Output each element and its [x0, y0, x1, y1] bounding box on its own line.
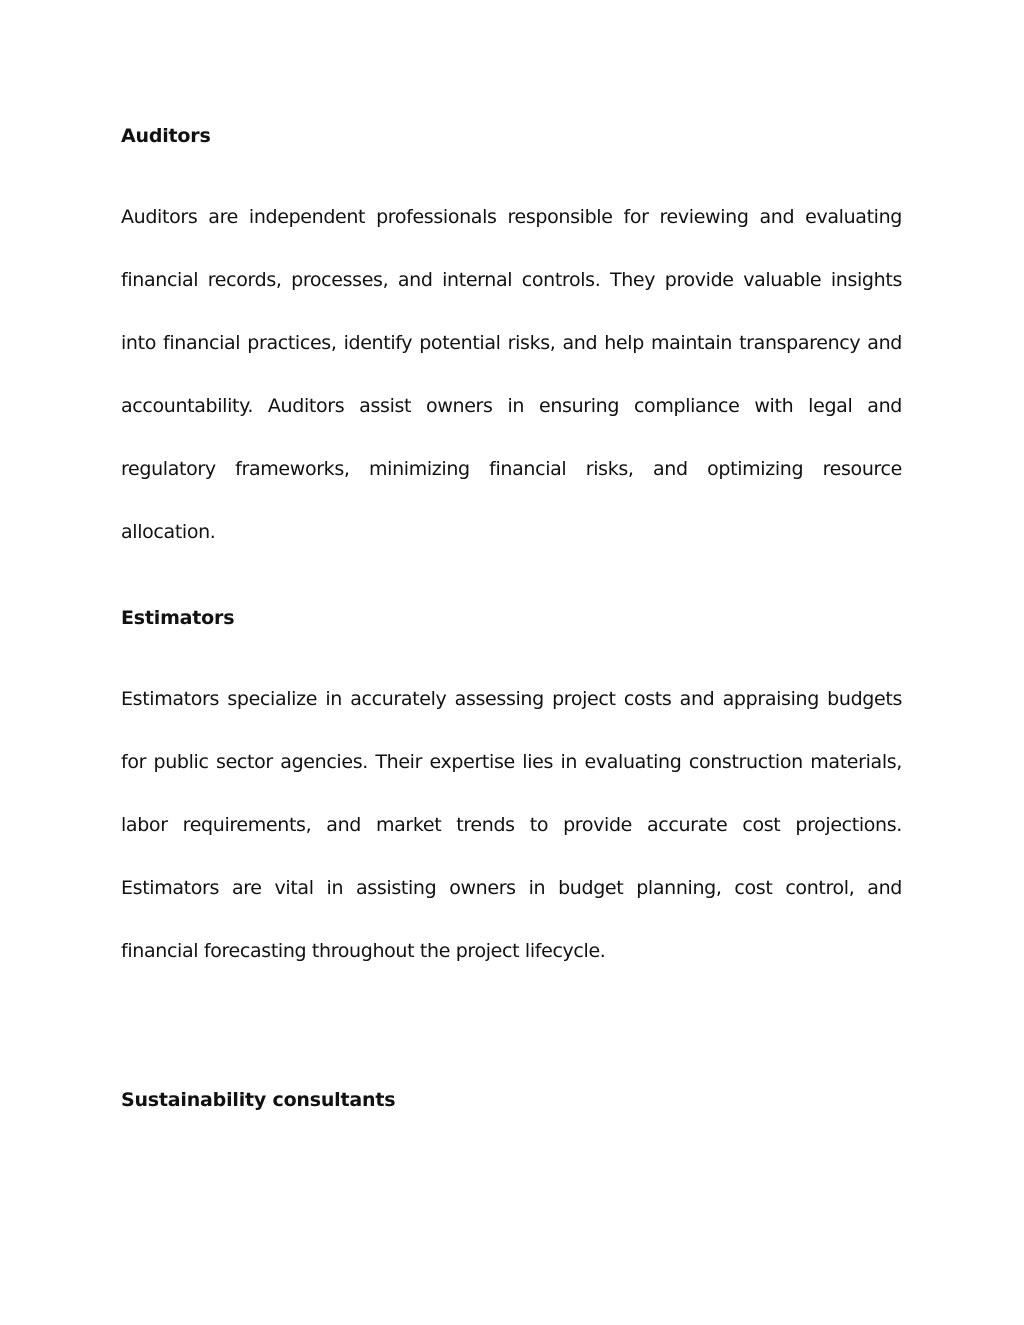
section-heading-auditors: Auditors [121, 125, 211, 147]
section-body-auditors: Auditors are independent professionals responsible for reviewing and evaluating financial records, processes, and internal controls. They provide valuable insights into financial practices, identify potential risks, and help maintain transparency and accountability. Auditors assist owners in ensuring compliance with legal and regulatory frameworks, minimizing financial risks, and optimizing resource allocation. [121, 206, 902, 543]
section-heading-estimators: Estimators [121, 607, 235, 629]
section-body-estimators: Estimators specialize in accurately assessing project costs and appraising budgets for public sector agencies. Their expertise lies in evaluating construction materials, labor requirements, and market trends to provide accurate cost projections. Estimators are vital in assisting owners in budget planning, cost control, and financial forecasting throughout the project lifecycle. [121, 688, 902, 962]
section-heading-sustainability-consultants: Sustainability consultants [121, 1089, 396, 1111]
